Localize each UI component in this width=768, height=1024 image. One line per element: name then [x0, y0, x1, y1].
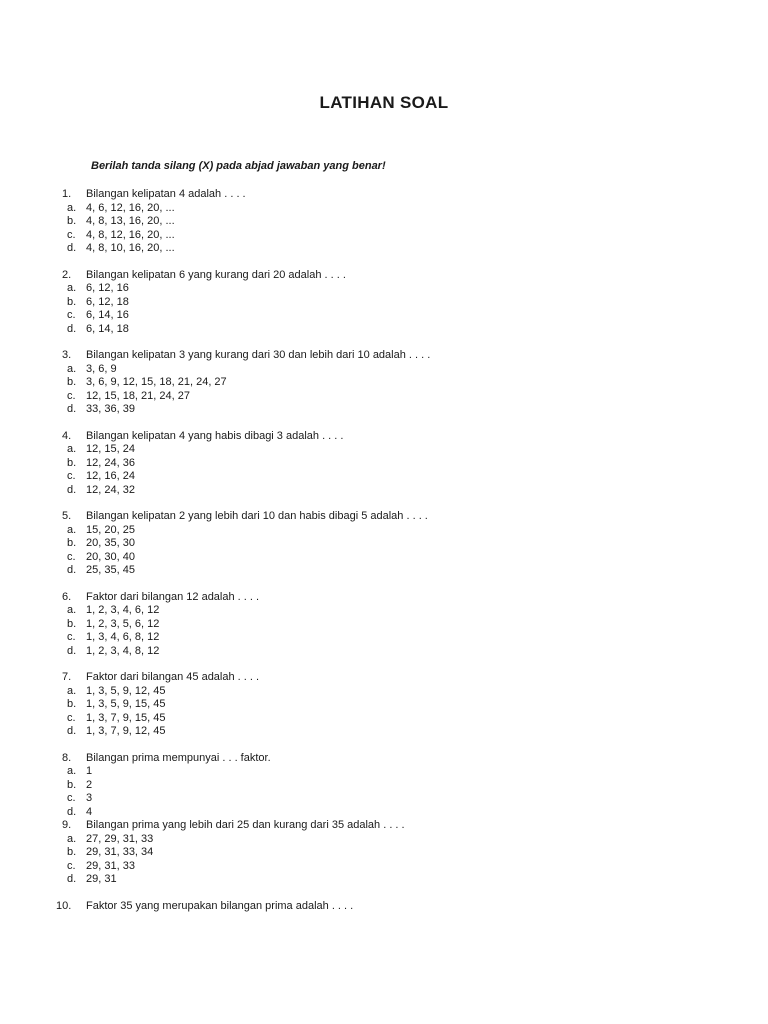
question-item	[0, 510, 768, 578]
question-number: 8.	[62, 751, 72, 764]
question-item	[0, 671, 768, 739]
option-letter: c.	[67, 550, 76, 563]
answer-option	[0, 403, 768, 417]
answer-option	[0, 846, 768, 860]
answer-option	[0, 779, 768, 793]
option-letter: b.	[67, 617, 77, 630]
option-text: 4, 8, 10, 16, 20, ...	[86, 242, 175, 254]
option-text: 12, 24, 32	[86, 483, 135, 496]
question-text: Faktor 35 yang merupakan bilangan prima adalah . . . .	[86, 899, 354, 912]
option-text: 12, 15, 24	[86, 443, 135, 455]
option-text: 25, 35, 45	[86, 564, 135, 576]
answer-option	[0, 443, 768, 457]
answer-option	[0, 618, 768, 632]
option-letter: a.	[67, 362, 77, 375]
option-text: 1, 3, 7, 9, 12, 45	[86, 725, 166, 737]
answer-option	[0, 229, 768, 243]
option-letter: d.	[67, 403, 77, 415]
question-number: 3.	[62, 349, 72, 361]
question-number: 4.	[62, 429, 72, 442]
option-letter: d.	[67, 483, 77, 496]
question-item	[0, 430, 768, 498]
answer-option	[0, 873, 768, 887]
option-text: 1, 2, 3, 4, 8, 12	[86, 644, 160, 657]
option-letter: a.	[67, 201, 77, 214]
option-letter: a.	[67, 765, 77, 777]
option-letter: d.	[67, 242, 77, 254]
option-text: 33, 36, 39	[86, 403, 135, 415]
option-letter: c.	[67, 309, 76, 321]
option-letter: d.	[67, 805, 77, 818]
option-text: 2	[86, 778, 93, 791]
option-text: 12, 15, 18, 21, 24, 27	[86, 389, 190, 402]
answer-option	[0, 202, 768, 216]
answer-option	[0, 792, 768, 806]
answer-option	[0, 457, 768, 471]
answer-option	[0, 242, 768, 256]
question-list	[0, 188, 768, 926]
question-number: 7.	[62, 671, 72, 683]
answer-option	[0, 685, 768, 699]
answer-option	[0, 484, 768, 498]
answer-option	[0, 860, 768, 874]
answer-option	[0, 215, 768, 229]
option-letter: b.	[67, 376, 77, 388]
option-letter: c.	[67, 711, 76, 724]
question-number: 6.	[62, 590, 72, 603]
option-letter: a.	[67, 282, 77, 294]
option-letter: b.	[67, 295, 77, 308]
option-text: 4, 8, 13, 16, 20, ...	[86, 215, 175, 227]
option-text: 20, 30, 40	[86, 550, 135, 563]
option-text: 1, 3, 7, 9, 15, 45	[86, 711, 166, 724]
question-text: Bilangan prima yang lebih dari 25 dan kurang dari 35 adalah . . . .	[86, 819, 405, 831]
instruction-text: Berilah tanda silang (X) pada abjad jawaban yang benar!	[91, 160, 386, 172]
answer-option	[0, 363, 768, 377]
option-letter: a.	[67, 684, 77, 697]
answer-option	[0, 833, 768, 847]
option-text: 3	[86, 792, 93, 804]
answer-option	[0, 765, 768, 779]
option-text: 1, 2, 3, 4, 6, 12	[86, 604, 160, 616]
option-text: 1	[86, 765, 93, 777]
answer-option	[0, 470, 768, 484]
page-title: LATIHAN SOAL	[319, 93, 449, 112]
option-text: 4, 6, 12, 16, 20, ...	[86, 201, 175, 214]
question-text: Faktor dari bilangan 12 adalah . . . .	[86, 590, 260, 603]
option-text: 12, 16, 24	[86, 470, 135, 482]
option-letter: c.	[67, 389, 76, 402]
question-item	[0, 752, 768, 820]
question-item	[0, 269, 768, 337]
option-text: 29, 31	[86, 873, 117, 885]
answer-option	[0, 551, 768, 565]
option-letter: d.	[67, 564, 77, 576]
option-letter: c.	[67, 859, 76, 872]
question-text: Bilangan prima mempunyai . . . faktor.	[86, 751, 271, 764]
option-text: 1, 3, 5, 9, 12, 45	[86, 684, 166, 697]
question-text: Bilangan kelipatan 2 yang lebih dari 10 dan habis dibagi 5 adalah . . . .	[86, 510, 428, 522]
option-letter: a.	[67, 604, 77, 616]
option-letter: d.	[67, 322, 77, 335]
option-text: 27, 29, 31, 33	[86, 832, 154, 845]
option-text: 4, 8, 12, 16, 20, ...	[86, 228, 175, 241]
option-letter: a.	[67, 443, 77, 455]
option-text: 4	[86, 805, 93, 818]
option-letter: d.	[67, 873, 77, 885]
option-letter: d.	[67, 725, 77, 737]
answer-option	[0, 323, 768, 337]
question-number: 10.	[56, 899, 72, 912]
question-item	[0, 819, 768, 887]
option-letter: c.	[67, 792, 76, 804]
answer-option	[0, 376, 768, 390]
answer-option	[0, 282, 768, 296]
answer-option	[0, 698, 768, 712]
option-letter: b.	[67, 456, 77, 469]
option-text: 29, 31, 33, 34	[86, 846, 154, 858]
question-text: Faktor dari bilangan 45 adalah . . . .	[86, 671, 260, 683]
option-text: 29, 31, 33	[86, 859, 135, 872]
option-letter: b.	[67, 537, 77, 549]
option-text: 12, 24, 36	[86, 456, 135, 469]
answer-option	[0, 604, 768, 618]
answer-option	[0, 645, 768, 659]
question-number: 1.	[62, 188, 72, 200]
option-letter: a.	[67, 523, 77, 536]
option-text: 3, 6, 9	[86, 362, 117, 375]
question-number: 9.	[62, 819, 72, 831]
answer-option	[0, 806, 768, 820]
option-text: 3, 6, 9, 12, 15, 18, 21, 24, 27	[86, 376, 227, 388]
option-letter: b.	[67, 698, 77, 710]
question-item	[0, 188, 768, 256]
question-item	[0, 349, 768, 417]
option-letter: b.	[67, 778, 77, 791]
option-letter: c.	[67, 228, 76, 241]
question-text: Bilangan kelipatan 6 yang kurang dari 20 adalah . . . .	[86, 268, 346, 281]
option-letter: c.	[67, 470, 76, 482]
option-letter: b.	[67, 846, 77, 858]
question-text: Bilangan kelipatan 3 yang kurang dari 30 dan lebih dari 10 adalah . . . .	[86, 349, 431, 361]
answer-option	[0, 564, 768, 578]
question-text: Bilangan kelipatan 4 adalah . . . .	[86, 188, 246, 200]
option-letter: c.	[67, 631, 76, 643]
answer-option	[0, 390, 768, 404]
option-text: 1, 3, 4, 6, 8, 12	[86, 631, 160, 643]
answer-option	[0, 309, 768, 323]
option-text: 1, 2, 3, 5, 6, 12	[86, 617, 160, 630]
answer-option	[0, 712, 768, 726]
question-item	[0, 900, 768, 914]
option-text: 15, 20, 25	[86, 523, 135, 536]
answer-option	[0, 524, 768, 538]
question-number: 5.	[62, 510, 72, 522]
answer-option	[0, 296, 768, 310]
answer-option	[0, 537, 768, 551]
answer-option	[0, 725, 768, 739]
question-item	[0, 591, 768, 659]
option-text: 6, 14, 18	[86, 322, 129, 335]
option-text: 20, 35, 30	[86, 537, 135, 549]
option-text: 6, 12, 16	[86, 282, 129, 294]
option-text: 6, 12, 18	[86, 295, 129, 308]
option-letter: b.	[67, 215, 77, 227]
answer-option	[0, 631, 768, 645]
option-text: 6, 14, 16	[86, 309, 129, 321]
option-text: 1, 3, 5, 9, 15, 45	[86, 698, 166, 710]
option-letter: d.	[67, 644, 77, 657]
question-number: 2.	[62, 268, 72, 281]
option-letter: a.	[67, 832, 77, 845]
question-text: Bilangan kelipatan 4 yang habis dibagi 3 adalah . . . .	[86, 429, 344, 442]
